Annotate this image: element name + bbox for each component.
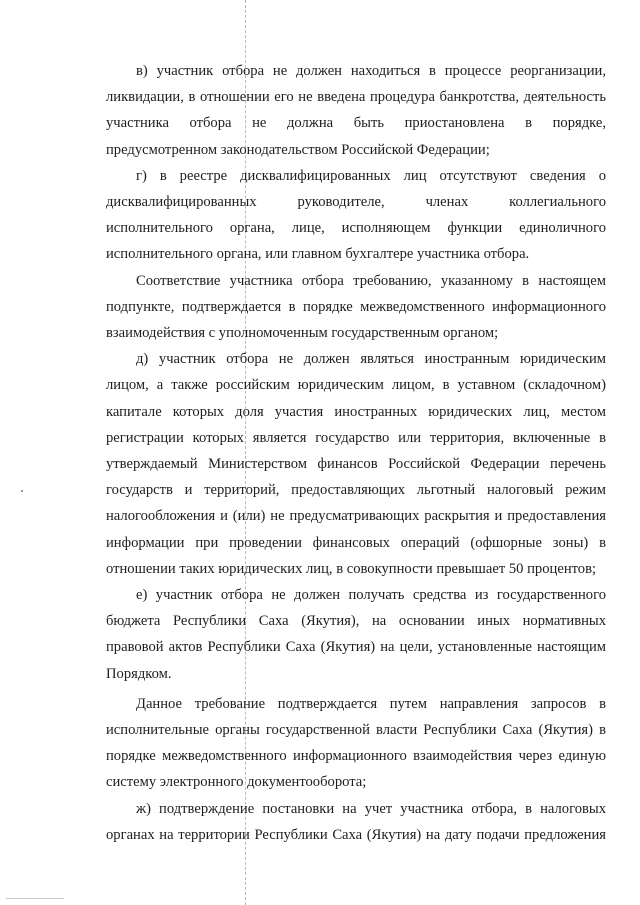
text-line: в) участник отбора не должен находиться в процессе реорганизации, bbox=[136, 63, 606, 79]
text-line: Данное требование подтверждается путем направления запросов в bbox=[136, 695, 606, 712]
paragraph-e bbox=[106, 582, 606, 687]
text-line: е) участник отбора не должен получать средства из государственного bbox=[136, 587, 606, 604]
scan-speck bbox=[6, 898, 64, 899]
document-body bbox=[106, 58, 606, 848]
text-line: подпункте, подтверждается в порядке межведомственного информационного bbox=[106, 298, 606, 315]
text-line: участника отбора не должна быть приостановлена в порядке, bbox=[106, 115, 606, 132]
text-line: г) в реестре дисквалифицированных лиц отсутствуют сведения о bbox=[136, 167, 606, 184]
paragraph-g bbox=[106, 163, 606, 268]
text-line: систему электронного документооборота; bbox=[106, 774, 367, 791]
text-line: лицом, а также российским юридическим лицом, в уставном (складочном) bbox=[106, 377, 606, 394]
paragraph-d bbox=[106, 346, 606, 582]
text-line: Соответствие участника отбора требованию, указанному в настоящем bbox=[136, 272, 606, 289]
text-line: порядке межведомственного информационного взаимодействия через единую bbox=[106, 748, 606, 765]
text-line: бюджета Республики Саха (Якутия), на основании иных нормативных bbox=[106, 613, 606, 630]
text-line: утверждаемый Министерством финансов Российской Федерации перечень bbox=[106, 456, 606, 473]
paragraph-zh bbox=[106, 796, 606, 848]
text-line: отношении таких юридических лиц, в совокупности превышает 50 процентов; bbox=[106, 560, 597, 577]
text-line: дисквалифицированных руководителе, членах коллегиального bbox=[106, 194, 606, 211]
text-line: регистрации которых является государство или территория, включенные в bbox=[106, 429, 606, 446]
text-line: предусмотренном законодательством Российской Федерации; bbox=[106, 141, 490, 158]
text-line: взаимодействия с уполномоченным государственным органом; bbox=[106, 325, 499, 342]
scan-speck bbox=[21, 490, 23, 492]
text-line: исполнительные органы государственной власти Республики Саха (Якутия) в bbox=[106, 722, 606, 739]
text-line: капитале которых доля участия иностранных юридических лиц, местом bbox=[106, 403, 606, 420]
text-line: д) участник отбора не должен являться иностранным юридическим bbox=[136, 351, 606, 368]
text-line: ж) подтверждение постановки на учет участника отбора, в налоговых bbox=[136, 800, 606, 817]
text-line: информации при проведении финансовых операций (офшорные зоны) в bbox=[106, 534, 606, 551]
text-line: налогообложения и (или) не предусматривающих раскрытия и предоставления bbox=[106, 508, 606, 525]
paragraph-sootvetstvie bbox=[106, 268, 606, 347]
text-line: органах на территории Республики Саха (Якутия) на дату подачи предложения bbox=[106, 826, 606, 843]
paragraph-dannoe bbox=[106, 691, 606, 796]
text-line: ликвидации, в отношении его не введена процедура банкротства, деятельность bbox=[106, 89, 606, 106]
text-line: Порядком. bbox=[106, 665, 172, 682]
text-line: государств и территорий, предоставляющих льготный налоговый режим bbox=[106, 482, 606, 499]
text-line: исполнительного органа, или главном бухгалтере участника отбора. bbox=[106, 246, 530, 263]
text-line: правовой актов Республики Саха (Якутия) на цели, установленные настоящим bbox=[106, 639, 606, 656]
text-line: исполнительного органа, лице, исполняющем функции единоличного bbox=[106, 220, 606, 237]
paragraph-v bbox=[106, 58, 606, 163]
